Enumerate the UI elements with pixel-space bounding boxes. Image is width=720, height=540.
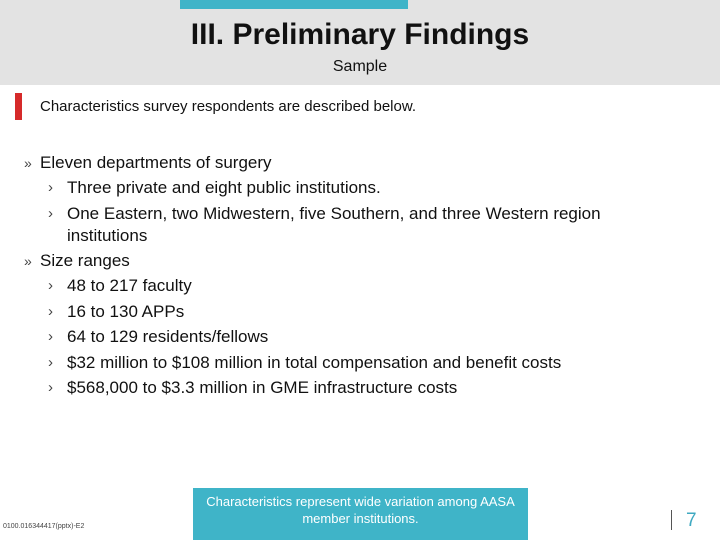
bullet-list <box>0 152 720 403</box>
sub-bullet-text: 16 to 130 APPs <box>67 301 185 321</box>
sub-bullet-item <box>0 326 720 348</box>
sub-bullet-text: 64 to 129 residents/fellows <box>67 327 269 346</box>
red-accent-bar <box>15 93 22 120</box>
bullet-marker: » <box>24 155 32 171</box>
sub-bullet-item <box>0 352 720 374</box>
sub-bullet-item <box>0 203 720 247</box>
sub-bullet-text: One Eastern, two Midwestern, five Southern, and three Western region institutions <box>67 203 601 245</box>
sub-bullet-marker: › <box>48 328 53 345</box>
slide-title: III. Preliminary Findings <box>190 18 530 51</box>
page-divider <box>671 510 672 530</box>
callout-text: Characteristics represent wide variation among AASA member institutions. <box>206 494 515 526</box>
intro-text: Characteristics survey respondents are described below. <box>40 98 417 115</box>
sub-bullet-item <box>0 301 720 323</box>
sub-bullet-text: Three private and eight public institutions. <box>67 178 381 197</box>
header-band <box>0 0 720 85</box>
sub-bullet-marker: › <box>48 277 53 294</box>
bullet-text: Eleven departments of surgery <box>40 153 272 172</box>
sub-bullet-text: 48 to 217 faculty <box>67 276 192 295</box>
sub-bullet-marker: › <box>48 302 53 320</box>
sub-bullet-marker: › <box>48 179 53 196</box>
sub-bullet-text: $568,000 to $3.3 million in GME infrastructure costs <box>67 378 458 397</box>
bullet-item <box>0 152 720 174</box>
bullet-marker: » <box>24 253 32 269</box>
sub-bullet-item <box>0 377 720 399</box>
sub-bullet-item <box>0 275 720 297</box>
callout-box <box>193 488 528 540</box>
sub-bullet-marker: › <box>48 353 53 371</box>
page-number: 7 <box>686 510 697 531</box>
bullet-item <box>0 250 720 272</box>
header-accent-bar <box>180 0 408 9</box>
sub-bullet-marker: › <box>48 204 53 222</box>
slide-subtitle: Sample <box>332 58 388 75</box>
sub-bullet-marker: › <box>48 379 53 396</box>
sub-bullet-item <box>0 177 720 199</box>
sub-bullet-text: $32 million to $108 million in total compensation and benefit costs <box>67 352 562 372</box>
document-id: 0100.016344417(pptx)-E2 <box>3 523 85 530</box>
bullet-text: Size ranges <box>40 251 130 270</box>
